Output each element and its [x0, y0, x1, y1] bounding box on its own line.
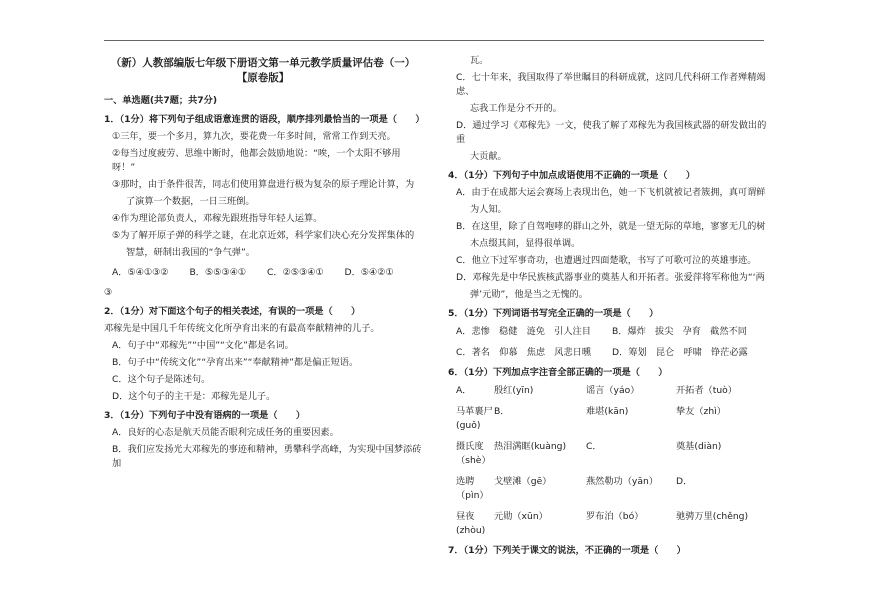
q3-option-d[interactable]: D．通过学习《邓稼先》一文，使我了解了邓稼先为我国核武器的研发做出的重 [456, 120, 767, 145]
q3-option-d-cont: 大贡献。 [470, 151, 507, 162]
q6-word: 奠基(diàn) [676, 441, 722, 452]
page-title: （新）人教部编版七年级下册语文第一单元教学质量评估卷（一） [110, 57, 416, 69]
q5-option-b[interactable]: B．爆炸 拔尖 孕育 截然不同 [612, 326, 747, 337]
q6-word: 谣言（yáo） [586, 385, 640, 396]
question-2-stem: 2．（1分）对下面这个句子的相关表述，有误的一项是（ ） [104, 306, 361, 317]
q1-option-a[interactable]: A．⑤④①③② [112, 267, 169, 278]
question-6-stem: 6．（1分）下列加点字注音全部正确的一项是（ ） [448, 367, 668, 378]
q4-option-a[interactable]: A．由于在成都大运会赛场上表现出色，她一下飞机就被记者簇拥，真可谓鲜 [456, 187, 766, 198]
page-subtitle: 【原卷版】 [236, 72, 290, 84]
q1-sentence-2: ②每当过度疲劳、思维中断时，他都会鼓励地说：“唉，一个太阳不够用呀！” [112, 148, 401, 173]
q6-word: 殷红(yīn) [494, 385, 534, 396]
left-column [104, 48, 425, 474]
q6-option-label[interactable]: A． [456, 385, 472, 396]
q4-option-b[interactable]: B．在这里，除了自驾咆哮的群山之外，就是一望无际的草地，寥寥无几的树 [456, 221, 766, 232]
q1-sentence-5: ⑤为了解开原子弹的科学之谜，在北京近郊，科学家们决心充分发挥集体的 [112, 230, 415, 241]
q2-sentence: 邓稼先是中国几千年传统文化所孕育出来的有最高奉献精神的儿子。 [104, 323, 380, 334]
q3-option-b[interactable]: B．我们应发扬光大邓稼先的事迹和精神，勇攀科学高峰，为实现中国梦添砖加 [112, 444, 422, 469]
q2-option-d[interactable]: D．这个句子的主干是：邓稼先是儿子。 [112, 391, 276, 402]
q6-option-label[interactable]: C． [586, 441, 602, 452]
q1-sentence-1: ①三年，要一个多月，算九次，要花费一年多时间，常常工作到天亮。 [112, 131, 396, 142]
q2-option-c[interactable]: C．这个句子是陈述句。 [112, 374, 211, 385]
q3-option-c[interactable]: C．七十年来，我国取得了举世瞩目的科研成就，这同几代科研工作者殚精竭虑、 [456, 72, 766, 97]
q6-word: 开拓者（tuò） [676, 385, 737, 396]
q6-word: 挚友（zhì） [676, 406, 726, 417]
q6-word: 马革裹尸(guǒ) [456, 406, 493, 431]
q1-sentence-4: ④作为理论部负责人，邓稼先跟班指导年轻人运算。 [112, 213, 323, 224]
q4-option-a-cont: 为人知。 [470, 204, 507, 215]
q5-option-c[interactable]: C．著名 仰慕 焦虑 风悲日曛 [456, 347, 592, 358]
q3-option-b-cont: 瓦。 [470, 55, 489, 66]
q3-option-a[interactable]: A．良好的心态是航天员能否眼利完成任务的重要因素。 [112, 427, 339, 438]
question-5-stem: 5．（1分）下列词语书写完全正确的一项是（ ） [448, 308, 659, 319]
q6-word: 昼夜(zhòu) [456, 511, 486, 536]
q6-options [448, 384, 768, 538]
q6-word: 摄氏度（shè） [456, 441, 491, 466]
q5-option-a[interactable]: A．悲惨 稳健 涟免 引人注目 [456, 326, 591, 337]
q1-option-b[interactable]: B．⑤⑤③④① [189, 267, 247, 278]
q1-option-c[interactable]: C．②⑤③④① [267, 267, 324, 278]
q5-options [448, 325, 768, 360]
q1-option-d[interactable]: D．⑤④②① [344, 267, 394, 278]
q5-option-d[interactable]: D．筹划 昆仑 呼啸 铮茫必露 [612, 347, 748, 358]
q1-options [104, 266, 422, 280]
q4-option-d-cont: 弹’元勋”，他是当之无愧的。 [470, 289, 588, 300]
q2-option-b[interactable]: B．句子中“传统文化”“孕育出来”“奉献精神”都是偏正短语。 [112, 357, 359, 368]
q1-option-d-cont: ③ [104, 287, 113, 298]
q6-option-label[interactable]: B． [494, 406, 510, 417]
q2-option-a[interactable]: A．句子中“邓稼先”“中国”“文化”都是名词。 [112, 340, 294, 351]
q6-word: 戈壁滩（gē） [494, 476, 552, 487]
q4-option-c[interactable]: C．他立下过军事奇功，也遭遇过四面楚歌，书写了可歌可泣的英雄事迹。 [456, 255, 757, 266]
question-4-stem: 4．（1分）下列句子中加点成语使用不正确的一项是（ ） [448, 170, 696, 181]
q6-word: 驰骋万里(chěng) [676, 511, 749, 522]
question-3-stem: 3．（1分）下列句子中没有语病的一项是（ ） [104, 410, 306, 421]
q1-sentence-3: ③那时，由于条件很苦，同志们使用算盘进行极为复杂的原子理论计算，为 [112, 179, 415, 190]
q6-word: 选聘（pìn） [456, 476, 489, 501]
right-column [448, 48, 768, 561]
question-1-stem: 1．（1分）将下列句子组成语意连贯的语段，顺序排列最恰当的一项是（ ） [104, 114, 425, 125]
section-heading: 一、单选题(共7题；共7分) [104, 95, 218, 106]
q6-option-label[interactable]: D． [676, 476, 693, 487]
top-rule [104, 40, 764, 41]
q4-option-b-cont: 木点缀其间，显得很单调。 [470, 238, 581, 249]
q6-word: 元勋（xūn） [494, 511, 548, 522]
q6-word: 难堪(kān) [586, 406, 629, 417]
q1-sentence-5-cont: 智慧，研制出我国的“争气弹”。 [126, 247, 255, 258]
q6-word: 罗布泊（bó） [586, 511, 644, 522]
q6-word: 燕然勒功（yān） [586, 476, 659, 487]
q6-word: 热泪满眶(kuàng) [494, 441, 567, 452]
q4-option-d[interactable]: D．邓稼先是中华民族核武器事业的奠基人和开拓者。张爱萍将军称他为“‘两 [456, 272, 765, 283]
q3-option-c-cont: 忘我工作是分不开的。 [470, 103, 562, 114]
question-7-stem: 7．（1分）下列关于课文的说法，不正确的一项是（ ） [448, 545, 686, 556]
q1-sentence-3-cont: 了演算一个数据，一日三班倒。 [126, 196, 255, 207]
